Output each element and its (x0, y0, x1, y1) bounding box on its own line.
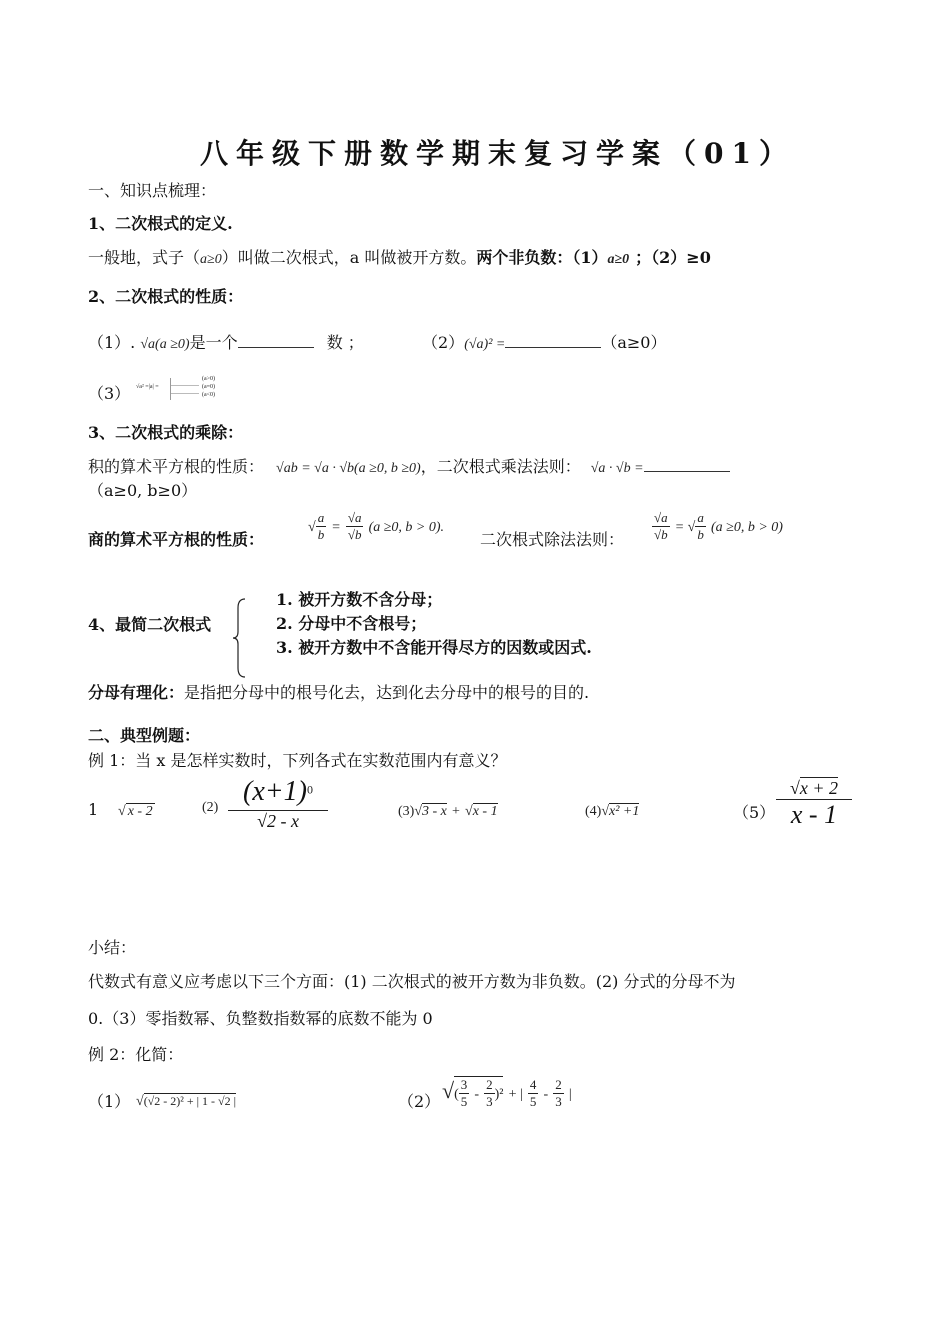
part2-heading: 二、典型例题： (88, 726, 201, 745)
s2-property3-cases: (a>0) (a=0) (a<0) (202, 376, 216, 398)
ex1-item2-expr: $(x+1)^0$ √2 - x (228, 776, 328, 832)
ex1-item3: (3)√3 - x + √x - 1 (398, 804, 498, 819)
ex1-item2-label: (2) (202, 800, 219, 815)
ex2-prompt: 例 2：化简： (88, 1045, 184, 1064)
s3-mult-line: 积的算术平方根的性质： √ab = √a · √b(a ≥0, b ≥0)，二次根式乘法法则： √a · √b = (88, 454, 730, 477)
ex1-item5-label: （5） (733, 803, 776, 822)
ex1-item1-expr: √ x - 2 (118, 804, 153, 819)
s3-div-expr: √ $\frac{a}{b}$ = $\frac{√a}{√b}$ (a ≥0, b > 0). (308, 510, 445, 542)
summary-line2: 0.（3）零指数幂、负整数指数幂的底数不能为 0 (88, 1009, 433, 1028)
s4-item-3: 3. 被开方数中不含能开得尽方的因数或因式. (276, 638, 592, 657)
ex1-item5-expr: √x + 2 x - 1 (776, 778, 852, 830)
ex2-item2-expr: √( $\frac{3}{5}$ - $\frac{2}{3}$ )² + | $\frac{4}{5}$ - $\frac{2}{3}$ | (442, 1077, 572, 1109)
s2-property2: （2）(√a)² = （a≥0） (422, 333, 667, 352)
s3-mult-cond: （a≥0, b≥0） (88, 481, 198, 500)
s3-heading: 3、二次根式的乘除： (88, 423, 244, 442)
s2-property3: （3） (88, 384, 131, 403)
page-title: 八年级下册数学期末复习学案（01） (200, 137, 795, 170)
summary-label: 小结： (88, 938, 137, 957)
curly-brace-icon (232, 598, 246, 678)
s4-item-1: 1. 被开方数不含分母； (276, 590, 443, 609)
s1-heading: 1、二次根式的定义. (88, 214, 233, 233)
s4-heading: 4、最简二次根式 (88, 615, 212, 634)
s4-item-2: 2. 分母中不含根号； (276, 614, 427, 633)
s3-div-mid: 二次根式除法法则： (480, 530, 625, 549)
s2-property1: （1）. √a(a ≥0)是一个 数 ； (88, 333, 364, 352)
ex1-prompt: 例 1：当 x 是怎样实数时，下列各式在实数范围内有意义？ (88, 751, 507, 770)
s2-heading: 2、二次根式的性质： (88, 287, 244, 306)
ex2-item1-expr: √(√2 - 2)² + | 1 - √2 | (136, 1094, 237, 1109)
s1-definition: 一般地，式子（a≥0）叫做二次根式，a 叫做被开方数。两个非负数：（1）a≥0 ；（2）≥0 (88, 248, 711, 267)
rationalize-line: 分母有理化：是指把分母中的根号化去，达到化去分母中的根号的目的. (88, 683, 590, 702)
s3-div-rule: $\frac{√a}{√b}$ = √ $\frac{a}{b}$ (a ≥0, b > 0) (654, 510, 783, 542)
ex2-item2-label: （2） (398, 1092, 441, 1111)
part1-heading: 一、知识点梳理： (88, 181, 217, 200)
s3-div-label: 商的算术平方根的性质： (88, 530, 265, 549)
summary-line1: 代数式有意义应考虑以下三个方面：(1) 二次根式的被开方数为非负数。(2) 分式的分母不为 (88, 972, 736, 991)
ex2-item1-label: （1） (88, 1092, 131, 1111)
s2-property3-expr: √a² =|a| = (136, 384, 159, 390)
ex1-item4: (4)√x² +1 (585, 804, 640, 819)
ex1-item1-label: 1 (88, 800, 99, 819)
